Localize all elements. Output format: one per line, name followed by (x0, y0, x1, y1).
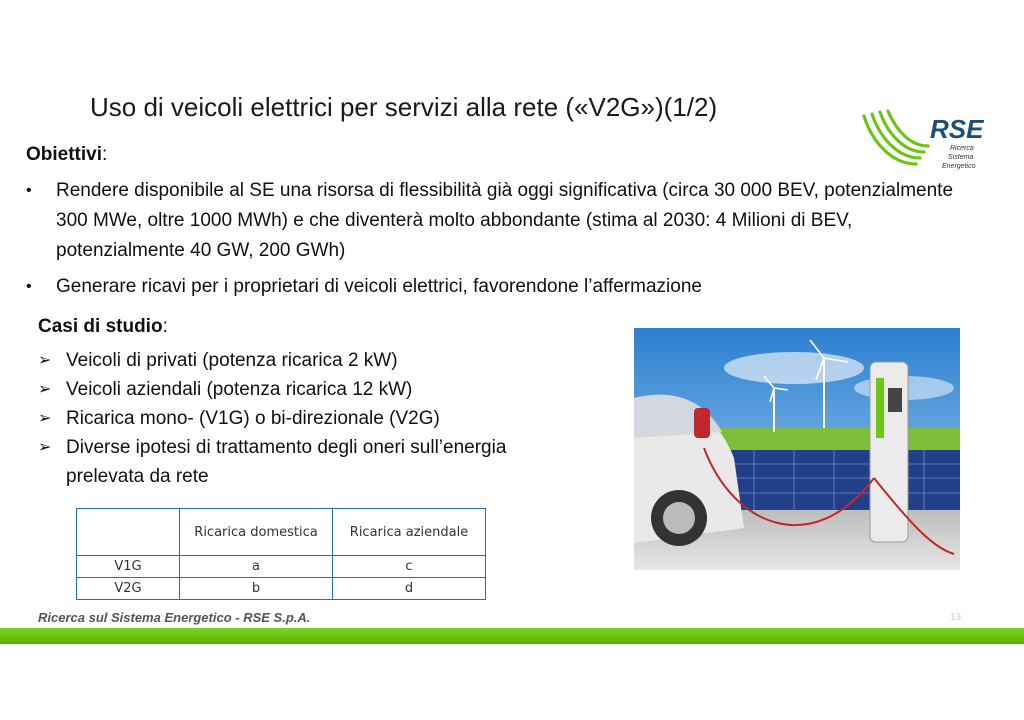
arrow-bullet-icon: ➢ (38, 410, 52, 427)
svg-text:Sistema: Sistema (948, 154, 974, 161)
svg-text:Ricerca: Ricerca (950, 145, 974, 152)
objectives-list (26, 176, 966, 308)
list-item: ➢ Diverse ipotesi di trattamento degli oneri sull’energia prelevata da rete (38, 433, 508, 491)
cases-table (76, 508, 486, 600)
table-header-cell (77, 509, 180, 556)
table-cell: b (180, 578, 333, 600)
logo-text: RSE (930, 114, 984, 144)
ev-charging-photo (634, 328, 960, 570)
list-item: • Generare ricavi per i proprietari di veicoli elettrici, favorendone l’affermazione (26, 272, 966, 302)
list-item: ➢ Ricarica mono- (V1G) o bi-direzionale (V2G) (38, 404, 598, 433)
rse-logo (858, 108, 988, 178)
list-item: ➢ Veicoli di privati (potenza ricarica 2 kW) (38, 346, 598, 375)
slide-title: Uso di veicoli elettrici per servizi alla rete («V2G»)(1/2) (90, 92, 718, 122)
list-item: ➢ Veicoli aziendali (potenza ricarica 12 kW) (38, 375, 598, 404)
table-cell: d (333, 578, 486, 600)
table-header-row (77, 509, 486, 556)
arrow-bullet-icon: ➢ (38, 381, 52, 398)
cases-list (38, 346, 598, 491)
bullet-icon: • (26, 182, 32, 199)
table-cell: V1G (77, 556, 180, 578)
arrow-bullet-icon: ➢ (38, 439, 52, 456)
cases-heading: Casi di studio: (38, 316, 168, 337)
arrow-bullet-icon: ➢ (38, 352, 52, 369)
table-cell: a (180, 556, 333, 578)
objectives-heading: Obiettivi: (26, 144, 108, 165)
table-cell: c (333, 556, 486, 578)
table-row (77, 556, 486, 578)
footer-text: Ricerca sul Sistema Energetico - RSE S.p.A. (38, 610, 311, 625)
table-header-cell: Ricarica aziendale (333, 509, 486, 556)
list-item: • Rendere disponibile al SE una risorsa di flessibilità già oggi significativa (circa 30 000 BEV, potenzialmente 300 MWe, oltre 1000 MWh) e che diventerà molto abbondante (stima al 2030: 4 Milioni di BEV, potenzialmente 40 GW, 200 GWh) (26, 176, 966, 266)
table-row (77, 578, 486, 600)
page-number: 13 (950, 612, 962, 623)
bullet-icon: • (26, 278, 32, 295)
table-cell: V2G (77, 578, 180, 600)
svg-text:Energetico: Energetico (942, 163, 976, 170)
footer-bar (0, 628, 1024, 644)
table-header-cell: Ricarica domestica (180, 509, 333, 556)
